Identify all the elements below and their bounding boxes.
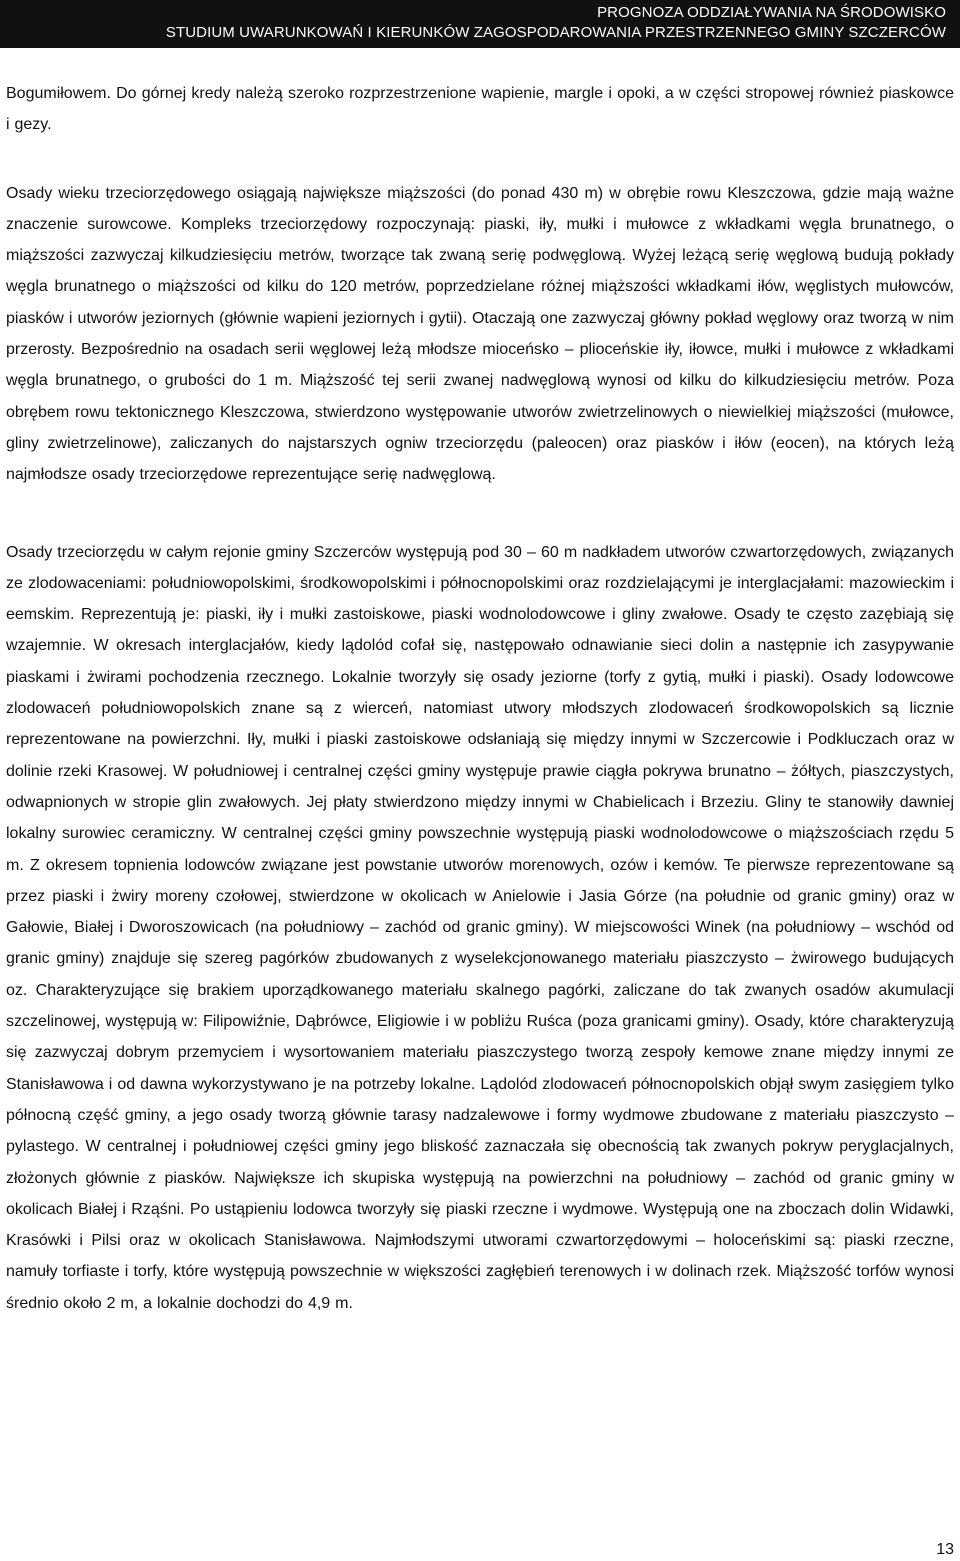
header-subtitle: STUDIUM UWARUNKOWAŃ I KIERUNKÓW ZAGOSPODAROWANIA PRZESTRZENNEGO GMINY SZCZERCÓW xyxy=(165,24,946,41)
header-title: PROGNOZA ODDZIAŁYWANIA NA ŚRODOWISKO xyxy=(597,4,946,21)
paragraph-tertiary-deposits: Osady wieku trzeciorzędowego osiągają największe miąższości (do ponad 430 m) w obrębie rowu Kleszczowa, gdzie mają ważne znaczenie surowcowe. Kompleks trzeciorzędowy rozpoczynają: piaski, iły, mułki i mułowce z wkładkami węgla brunatnego, o miąższości zazwyczaj kilkudziesięciu metrów, tworzące tak zwaną serię podwęglową. Wyżej leżącą serię węglową budują pokłady węgla brunatnego o miąższości od kilku do 120 metrów, poprzedzielane różnej miąższości wkładkami iłów, węglistych mułowców, piasków i utworów jeziornych (głównie wapieni jeziornych i gytii). Otaczają one zazwyczaj główny pokład węglowy oraz tworzą w nim przerosty. Bezpośrednio na osadach serii węglowej leżą młodsze mioceńsko – plioceńskie iły, iłowce, mułki i mułowce z wkładkami węgla brunatnego, o grubości do 1 m. Miąższość tej serii zwanej nadwęglową wynosi od kilku do kilkudziesięciu metrów. Poza obrębem rowu tektonicznego Kleszczowa, stwierdzono występowanie utworów zwietrzelinowych o niewielkiej miąższości (mułowce, gliny zwietrzelinowe), zaliczanych do najstarszych ogniw trzeciorzędu (paleocen) oraz piasków i iłów (eocen), na których leżą najmłodsze osady trzeciorzędowe reprezentujące serię nadwęglową. xyxy=(6,184,954,484)
document-body xyxy=(6,78,954,1319)
paragraph-upper-cretaceous: Bogumiłowem. Do górnej kredy należą szeroko rozprzestrzenione wapienie, margle i opoki, a w części stropowej również piaskowce i gezy. xyxy=(6,85,954,134)
document-header xyxy=(0,0,960,48)
page-number: 13 xyxy=(936,1541,954,1558)
paragraph-quaternary-deposits: Osady trzeciorzędu w całym rejonie gminy Szczerców występują pod 30 – 60 m nadkładem utworów czwartorzędowych, związanych ze zlodowaceniami: południowopolskimi, środkowopolskimi i północnopolskimi oraz rozdzielającymi je interglacjałami: mazowieckim i eemskim. Reprezentują je: piaski, iły i mułki zastoiskowe, piaski wodnolodowcowe i gliny zwałowe. Osady te często zazębiają się wzajemnie. W okresach interglacjałów, kiedy lądolód cofał się, następowało odnawianie sieci dolin a następnie ich zasypywanie piaskami i żwirami pochodzenia rzecznego. Lokalnie tworzyły się osady jeziorne (torfy z gytią, mułki i piaski). Osady lodowcowe zlodowaceń południowopolskich znane są z wierceń, natomiast utwory młodszych zlodowaceń środkowopolskich są licznie reprezentowane na powierzchni. Iły, mułki i piaski zastoiskowe odsłaniają się między innymi w Szczercowie i Podkluczach oraz w dolinie rzeki Krasowej. W południowej i centralnej części gminy występuje prawie ciągła pokrywa brunatno – żółtych, piaszczystych, odwapnionych w stropie glin zwałowych. Jej płaty stwierdzono między innymi w Chabielicach i Brzeziu. Gliny te stanowiły dawniej lokalny surowiec ceramiczny. W centralnej części gminy powszechnie występują piaski wodnolodowcowe o miąższościach rzędu 5 m. Z okresem topnienia lodowców związane jest powstanie utworów morenowych, ozów i kemów. Te pierwsze reprezentowane są przez piaski i żwiry moreny czołowej, stwierdzone w okolicach w Anielowie i Jasia Górze (na południe od granic gminy) oraz w Gałowie, Białej i Dworoszowicach (na południowy – zachód od granic gminy). W miejscowości Winek (na południowy – wschód od granic gminy) znajduje się szereg pagórków zbudowanych z wyselekcjonowanego materiału piaszczysto – żwirowego budujących oz. Charakteryzujące się brakiem uporządkowanego materiału skalnego pagórki, zaliczane do tak zwanych osadów akumulacji szczelinowej, występują w: Filipowiźnie, Dąbrówce, Eligiowie i w pobliżu Ruśca (poza granicami gminy). Osady, które charakteryzują się zazwyczaj dobrym przemyciem i wysortowaniem materiału piaszczystego tworzą zespoły kemowe znane między innymi ze Stanisławowa i od dawna wykorzystywano je na potrzeby lokalne. Lądolód zlodowaceń północnopolskich objął swym zasięgiem tylko północną część gminy, a jego osady tworzą głównie tarasy nadzalewowe i formy wydmowe zbudowane z materiału piaszczysto – pylastego. W centralnej i południowej części gminy jego bliskość zaznaczała się obecnością tak zwanych pokryw peryglacjalnych, złożonych głównie z piasków. Największe ich skupiska występują na powierzchni na południowy – zachód od granic gminy w okolicach Białej i Rząśni. Po ustąpieniu lodowca tworzyły się piaski rzeczne i wydmowe. Występują one na zboczach dolin Widawki, Krasówki i Pilsi oraz w okolicach Stanisławowa. Najmłodszymi utworami czwartorzędowymi – holoceńskimi są: piaski rzeczne, namuły torfiaste i torfy, które występują powszechnie w większości zagłębień terenowych i w dolinach rzek. Miąższość torfów wynosi średnio około 2 m, a lokalnie dochodzi do 4,9 m. xyxy=(6,543,954,1312)
